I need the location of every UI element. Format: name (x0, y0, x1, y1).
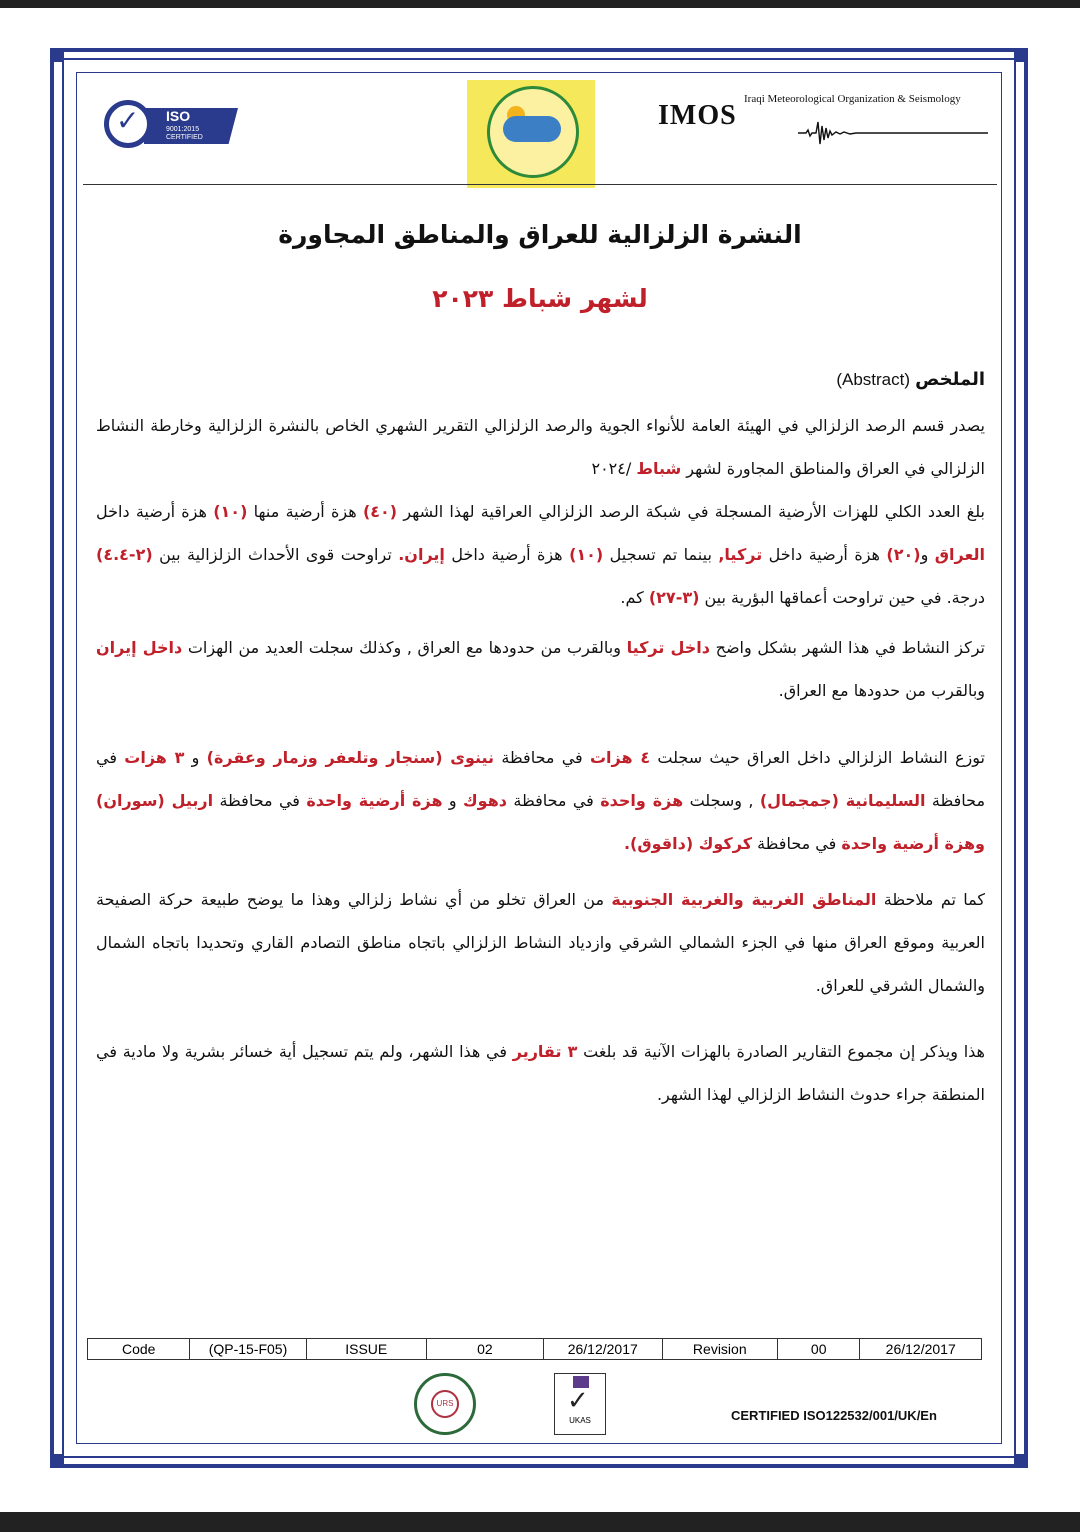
text: كما تم ملاحظة (876, 890, 986, 909)
text: توزع النشاط الزلزالي داخل العراق حيث سجلت (650, 748, 985, 767)
highlight: نينوى (سنجار وتلعفر وزمار وعقرة) (206, 748, 495, 767)
text: , وسجلت (683, 791, 760, 810)
iso-certified-logo (104, 100, 236, 148)
iran-count: (١٠) (569, 545, 604, 564)
header-divider (83, 184, 997, 185)
imos-logo-text: IMOS (658, 100, 737, 131)
document-title: النشرة الزلزالية للعراق والمناطق المجاورة (278, 220, 802, 249)
paragraph-intro (96, 404, 985, 490)
table-cell: 26/12/2017 (543, 1339, 662, 1360)
highlight: ٣ هزات (124, 748, 185, 767)
iran-highlight: داخل إيران (96, 638, 183, 657)
text: هزة أرضية داخل (444, 545, 570, 564)
magnitude-range: (٢-٤.٤) (96, 545, 153, 564)
turkey-count: (٢٠) (886, 545, 921, 564)
top-edge (0, 0, 1080, 8)
abstract-heading (96, 358, 985, 401)
table-cell: 00 (778, 1339, 860, 1360)
paragraph-concentration (96, 626, 985, 712)
text: و (184, 748, 207, 767)
total-count: (٤٠) (362, 502, 398, 521)
text: وبالقرب من حدودها مع العراق , وكذلك سجلت العديد من الهزات (182, 638, 627, 657)
abstract-english: (Abstract) (836, 370, 911, 389)
paragraph-distribution (96, 736, 985, 865)
text: يصدر قسم الرصد الزلزالي في الهيئة العامة للأنواء الجوية والرصد الزلزالي التقرير الشهري الخاص بالنشرة الزلزالية وخارطة النشاط الزلزالي في العراق والمناطق المجاورة لشهر (96, 416, 985, 478)
paragraph-counts (96, 490, 985, 619)
text: بلغ العدد الكلي للهزات الأرضية المسجلة في شبكة الرصد الزلزالي العراقية لهذا الشهر (397, 502, 986, 521)
text: /٢٠٢٤ (591, 459, 637, 478)
highlight: هزة أرضية واحدة (306, 791, 443, 810)
text: تركز النشاط في هذا الشهر بشكل واضح (710, 638, 985, 657)
document-subtitle: لشهر شباط ٢٠٢٣ (432, 284, 648, 313)
text: في هذا الشهر، ولم يتم تسجيل أية خسائر بشرية ولا مادية في المنطقة جراء حدوث النشاط الزلزالي لهذا الشهر. (96, 1042, 985, 1104)
cloud-icon (503, 116, 561, 142)
text: هزة أرضية داخل (762, 545, 887, 564)
regions-highlight: المناطق الغربية والغربية الجنوبية (611, 890, 877, 909)
month-highlight: شباط (636, 459, 682, 478)
bottom-edge (0, 1512, 1080, 1532)
text: في محافظة (96, 748, 986, 810)
text: بينما تم تسجيل (603, 545, 719, 564)
table-cell: 26/12/2017 (860, 1339, 982, 1360)
text: و (442, 791, 463, 810)
highlight: ٤ هزات (589, 748, 651, 767)
table-cell: ISSUE (306, 1339, 426, 1360)
table-cell: (QP-15-F05) (190, 1339, 306, 1360)
border-corner (1014, 1454, 1028, 1468)
depth-range: (٣-٢٧) (648, 588, 700, 607)
highlight: اربيل (سوران) وهزة أرضية واحدة (96, 791, 985, 853)
iran-label: إيران. (398, 545, 445, 564)
border-corner (1014, 48, 1028, 62)
iso-label: ISO (166, 108, 191, 124)
seismograph-wave-icon (798, 118, 988, 148)
table-cell: Revision (662, 1339, 777, 1360)
table-row (88, 1339, 982, 1360)
iso-standard: 9001:2015 (166, 126, 200, 133)
urs-seal-inner: URS (431, 1390, 459, 1418)
document-code-table (87, 1338, 982, 1360)
turkey-highlight: داخل تركيا (626, 638, 710, 657)
highlight: هزة واحدة (600, 791, 684, 810)
table-cell: Code (88, 1339, 190, 1360)
iraq-count: (١٠) (213, 502, 248, 521)
ukas-label: UKAS (569, 1416, 591, 1425)
highlight: السليمانية (جمجمال) (759, 791, 926, 810)
text: هزة أرضية منها (247, 502, 363, 521)
table-cell: 02 (426, 1339, 543, 1360)
turkey-label: تركيا, (718, 545, 763, 564)
check-icon: ✓ (116, 104, 140, 137)
text: و (920, 545, 935, 564)
text: من العراق تخلو من أي نشاط زلزالي وهذا ما يوضح طبيعة حركة الصفيحة العربية وموقع العراق منها في الجزء الشمالي الشرقي وازدياد النشاط الزلزالي باتجاه مناطق التصادم القاري وتحديدا باتجاه الشمال والشمال الشرقي للعراق. (96, 890, 985, 995)
organization-seal-logo (467, 80, 595, 188)
urs-registration-seal (414, 1373, 476, 1435)
iso-certified: CERTIFIED (166, 134, 203, 141)
abstract-label: الملخص (915, 369, 985, 390)
reports-highlight: ٣ تقارير (512, 1042, 578, 1061)
text: كم. (620, 588, 649, 607)
text: هذا ويذكر إن مجموع التقارير الصادرة بالهزات الآنية قد بلغت (577, 1042, 985, 1061)
text: في محافظة (213, 791, 307, 810)
text: هزة أرضية داخل (96, 502, 214, 521)
text: تراوحت قوى الأحداث الزلزالية بين (152, 545, 399, 564)
paragraph-regions (96, 878, 985, 1007)
text: في محافظة (752, 834, 842, 853)
imos-subtitle: Iraqi Meteorological Organization & Seismology (744, 93, 961, 105)
border-corner (50, 48, 64, 62)
border-corner (50, 1454, 64, 1468)
iraq-label: العراق (934, 545, 985, 564)
highlight: كركوك (داقوق). (623, 834, 752, 853)
text: درجة. في حين تراوحت أعماقها البؤرية بين (699, 588, 985, 607)
text: وبالقرب من حدودها مع العراق. (778, 681, 985, 700)
paragraph-reports (96, 1030, 985, 1116)
ukas-mark (554, 1373, 606, 1435)
check-icon: ✓ (567, 1386, 589, 1416)
highlight: دهوك (463, 791, 507, 810)
text: في محافظة (494, 748, 590, 767)
text: في محافظة (507, 791, 601, 810)
certification-code: CERTIFIED ISO122532/001/UK/En (731, 1408, 937, 1423)
